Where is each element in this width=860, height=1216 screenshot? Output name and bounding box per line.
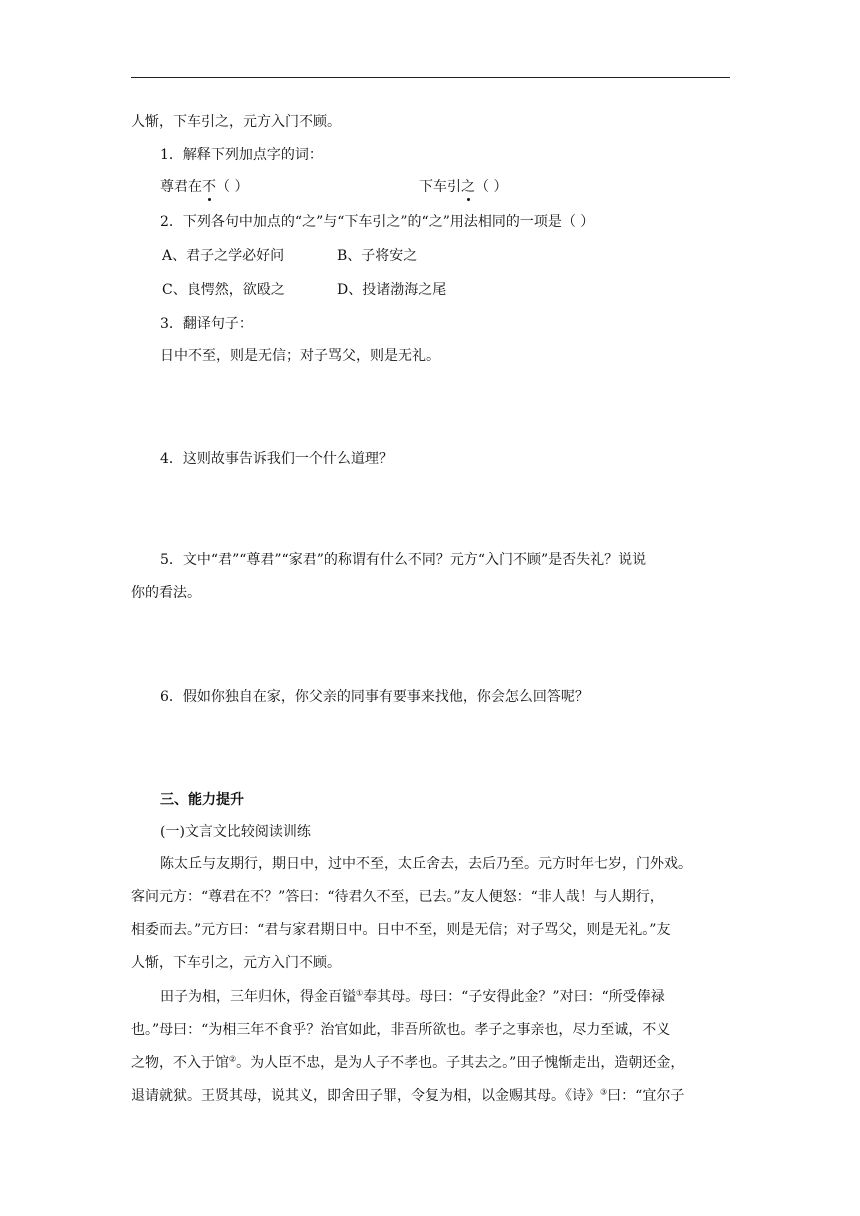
question-3-label: 3．翻译句子： — [160, 316, 253, 332]
question-2-option-a: A、君子之学必好问 — [162, 248, 285, 264]
passage-2-line-1-a: 田子为相，三年归休，得金百镒 — [160, 989, 356, 1005]
passage-1-line-2: 客问元方：“尊君在不？”答曰：“待君久不至，已去。”友人便怒：“非人哉！与人期行， — [131, 889, 664, 905]
question-6-label: 6．假如你独自在家，你父亲的同事有要事来找他，你会怎么回答呢？ — [160, 689, 589, 705]
item-a-dotted-char: 不 — [202, 179, 216, 195]
item-a-suffix: （ ） — [216, 179, 249, 195]
footnote-mark-3: ③ — [600, 1087, 608, 1097]
passage-2-line-1 — [160, 987, 665, 1007]
passage-2-line-1-b: 奉其母。母曰：“子安得此金？”对曰：“所受俸禄 — [363, 989, 665, 1005]
passage-2-line-3-b: 。为人臣不忠，是为人子不孝也。子其去之。”田子愧惭走出，造朝还金， — [236, 1055, 685, 1071]
question-2-option-d: D、投诸渤海之尾 — [337, 282, 447, 298]
passage-2-line-2: 也。”母曰：“为相三年不食乎？治官如此，非吾所欲也。孝子之事亲也，尽力至诚，不义 — [131, 1022, 671, 1038]
passage-1-line-3: 相委而去。”元方曰：“君与家君期日中。日中不至，则是无信；对子骂父，则是无礼。”友 — [131, 922, 671, 938]
question-5-line-1: 5．文中“君”“尊君”“家君”的称谓有什么不同？元方“入门不顾”是否失礼？说说 — [160, 552, 647, 568]
question-5-line-2: 你的看法。 — [131, 585, 201, 601]
item-a-prefix: 尊君在 — [160, 179, 202, 195]
passage-1-line-1: 陈太丘与友期行，期日中，过中不至，太丘舍去，去后乃至。元方时年七岁，门外戏。 — [160, 856, 692, 872]
passage-2-line-4-a: 退请就狱。王贤其母，说其义，即舍田子罪，令复为相，以金赐其母。《诗》 — [131, 1088, 600, 1104]
passage-1-line-4: 人惭，下车引之，元方入门不顾。 — [131, 955, 341, 971]
top-fragment: 人惭，下车引之，元方入门不顾。 — [131, 114, 341, 130]
item-b-dotted-char: 之 — [461, 179, 475, 195]
question-2-option-b: B、子将安之 — [337, 248, 418, 264]
passage-2-line-3 — [131, 1053, 684, 1073]
passage-2-line-4 — [131, 1086, 684, 1106]
question-1-item-a — [160, 177, 248, 197]
item-b-suffix: （ ） — [475, 179, 508, 195]
item-b-prefix: 下车引 — [419, 179, 461, 195]
question-3-sentence: 日中不至，则是无信；对子骂父，则是无礼。 — [160, 348, 440, 364]
passage-2-line-4-b: 曰：“宜尔子 — [607, 1088, 685, 1104]
section-3-heading: 三、能力提升 — [160, 792, 244, 808]
question-1-label: 1．解释下列加点字的词： — [160, 147, 323, 163]
question-4-label: 4．这则故事告诉我们一个什么道理？ — [160, 451, 393, 467]
question-2-option-c: C、良愕然，欲殴之 — [162, 282, 285, 298]
header-rule — [131, 77, 730, 78]
footnote-mark-2: ② — [229, 1054, 237, 1064]
passage-2-line-3-a: 之物，不入于馆 — [131, 1055, 229, 1071]
question-1-item-b — [419, 177, 507, 197]
question-2-label: 2．下列各句中加点的“之”与“下车引之”的“之”用法相同的一项是（ ） — [160, 214, 595, 230]
footnote-mark-1: ① — [356, 988, 364, 998]
section-3-subheading: (一)文言文比较阅读训练 — [160, 824, 311, 840]
